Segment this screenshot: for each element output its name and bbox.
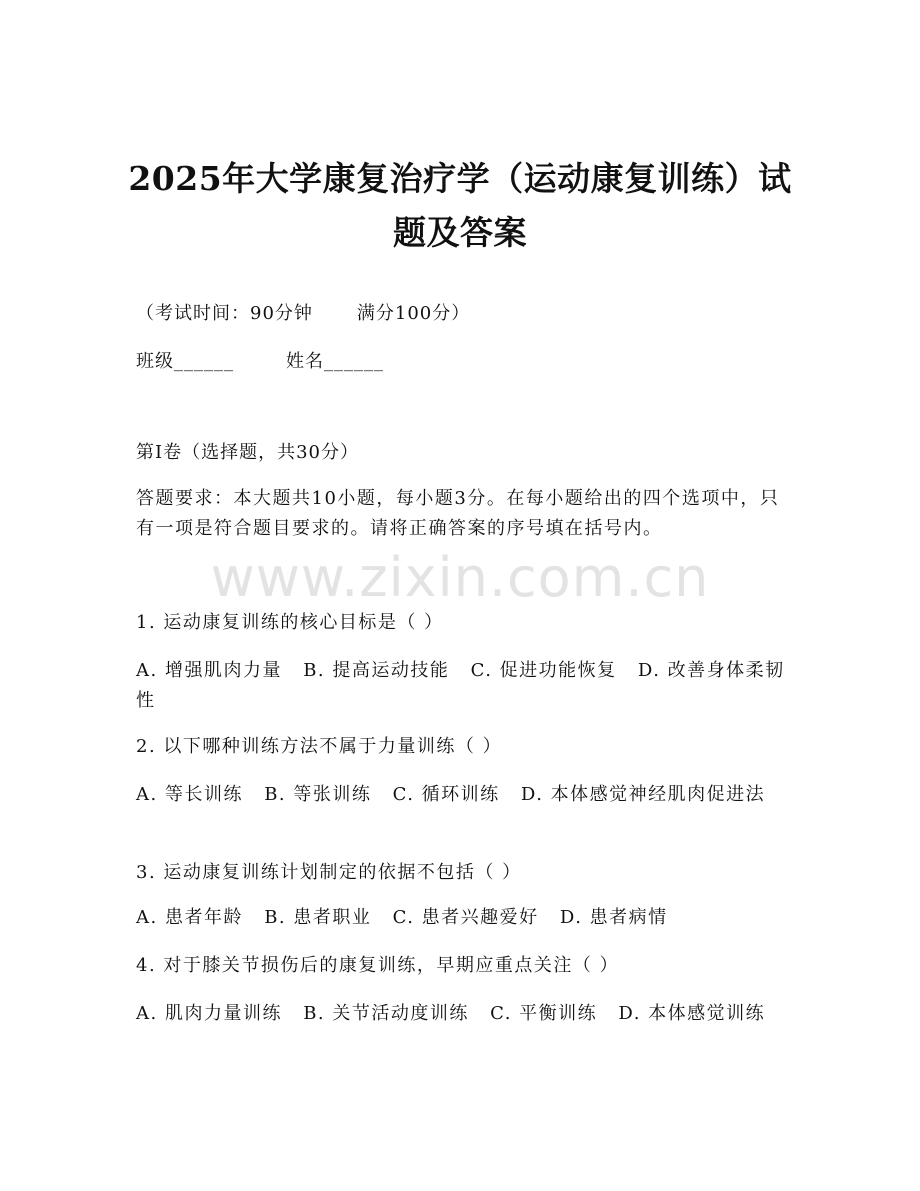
student-info (136, 351, 384, 373)
instructions: 答题要求：本大题共10小题，每小题3分。在每小题给出的四个选项中，只有一项是符合题目要求的。请将正确答案的序号填在括号内。 (136, 488, 780, 539)
option: C. 促进功能恢复 (470, 660, 617, 681)
question-1-options (136, 656, 786, 716)
option: B. 等张训练 (264, 784, 372, 805)
class-field: 班级______ (136, 351, 234, 372)
exam-time: （考试时间：90分钟 (136, 303, 313, 324)
option: A. 增强肌肉力量 (136, 660, 282, 681)
option: A. 肌肉力量训练 (136, 1003, 282, 1024)
question-4-options (136, 999, 786, 1029)
option: A. 患者年龄 (136, 907, 243, 928)
option: B. 患者职业 (264, 907, 372, 928)
option: C. 患者兴趣爱好 (392, 907, 539, 928)
exam-info (136, 303, 470, 325)
section-title: 第I卷（选择题，共30分） (136, 442, 360, 463)
question-3-options (136, 903, 786, 933)
exam-score: 满分100分） (356, 303, 471, 324)
watermark: www.zixin.com.cn (210, 546, 710, 609)
question-2-stem: 2. 以下哪种训练方法不属于力量训练（ ） (136, 736, 503, 757)
title-line-2: 题及答案 (393, 213, 527, 252)
option: B. 关节活动度训练 (303, 1003, 469, 1024)
name-field: 姓名______ (286, 351, 384, 372)
title-line-1: 2025年大学康复治疗学（运动康复训练）试 (128, 159, 792, 198)
question-4-stem: 4. 对于膝关节损伤后的康复训练，早期应重点关注（ ） (136, 955, 620, 976)
option: D. 本体感觉神经肌肉促进法 (520, 784, 766, 805)
document-title (100, 152, 820, 260)
question-2-options (136, 780, 786, 810)
option: D. 患者病情 (559, 907, 668, 928)
option: A. 等长训练 (136, 784, 243, 805)
option: D. 改善身体柔韧性 (136, 660, 785, 711)
option: C. 循环训练 (392, 784, 500, 805)
question-1-stem: 1. 运动康复训练的核心目标是（ ） (136, 612, 444, 633)
option: B. 提高运动技能 (303, 660, 450, 681)
option: D. 本体感觉训练 (618, 1003, 766, 1024)
option: C. 平衡训练 (490, 1003, 598, 1024)
question-3-stem: 3. 运动康复训练计划制定的依据不包括（ ） (136, 862, 522, 883)
